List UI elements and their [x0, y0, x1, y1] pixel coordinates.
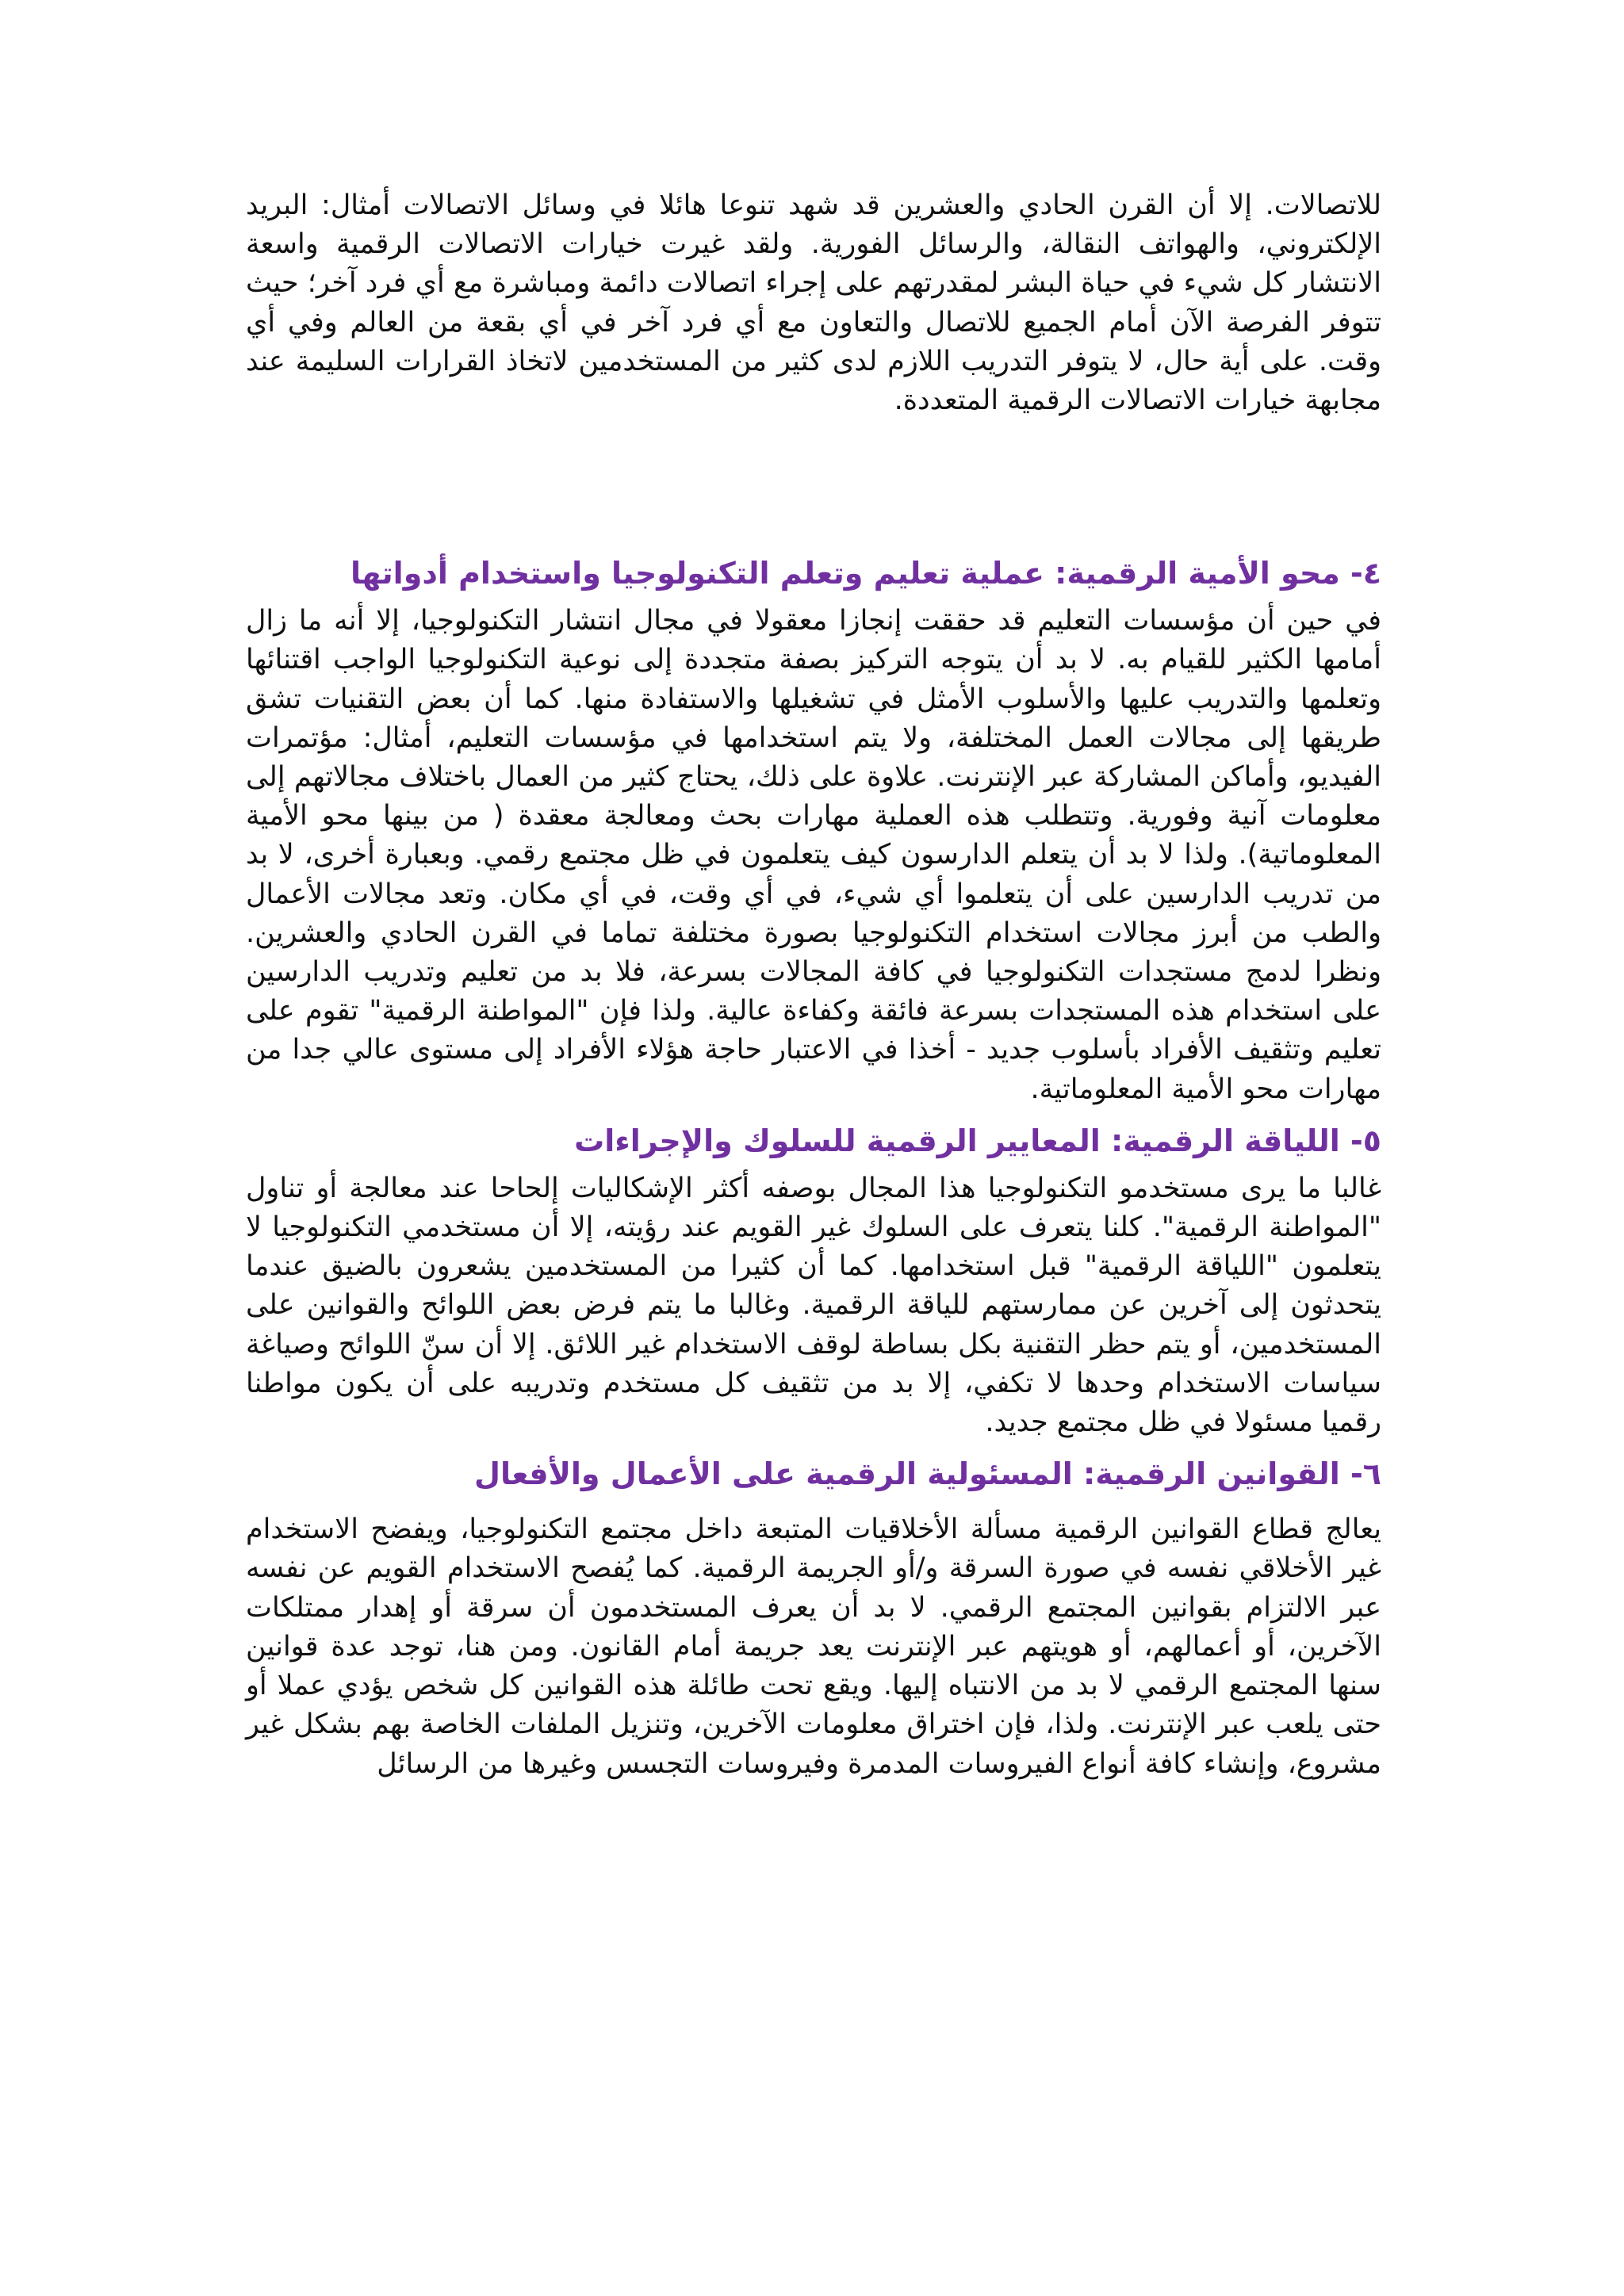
section-heading-digital-etiquette: ٥- اللياقة الرقمية: المعايير الرقمية للسلوك والإجراءات	[574, 1123, 1381, 1158]
intro-paragraph: للاتصالات. إلا أن القرن الحادي والعشرين قد شهد تنوعا هائلا في وسائل الاتصالات أمثال: البريد الإلكتروني، والهواتف النقالة، والرسائل الفورية. ولقد غيرت خيارات الاتصالات الرقمية واسعة الانتشار كل شيء في حياة البشر لمقدرتهم على إجراء اتصالات دائمة ومباشرة مع أي فرد آخر؛ حيث تتوفر الفرصة الآن أمام الجميع للاتصال والتعاون مع أي فرد آخر في أي بقعة من العالم وفي أي وقت. على أية حال، لا يتوفر التدريب اللازم لدى كثير من المستخدمين لاتخاذ القرارات السليمة عند مجابهة خيارات الاتصالات الرقمية المتعددة.	[246, 189, 1381, 417]
section-heading-digital-law: ٦- القوانين الرقمية: المسئولية الرقمية على الأعمال والأفعال	[474, 1456, 1381, 1492]
section-body-digital-etiquette: غالبا ما يرى مستخدمو التكنولوجيا هذا المجال بوصفه أكثر الإشكاليات إلحاحا عند معالجة أو تناول "المواطنة الرقمية". كلنا يتعرف على السلوك غير القويم عند رؤيته، إلا أن مستخدمي التكنولوجيا لا يتعلمون "اللياقة الرقمية" قبل استخدامها. كما أن كثيرا من المستخدمين يشعرون بالضيق عندما يتحدثون إلى آخرين عن ممارستهم للياقة الرقمية. وغالبا ما يتم فرض بعض اللوائح والقوانين على المستخدمين، أو يتم حظر التقنية بكل بساطة لوقف الاستخدام غير اللائق. إلا أن سنّ اللوائح وصياغة سياسات الاستخدام وحدها لا تكفي، إلا بد من تثقيف كل مستخدم وتدريبه على أن يكون مواطنا رقميا مسئولا في ظل مجتمع جديد.	[246, 1172, 1381, 1439]
document-page	[246, 186, 1381, 1784]
section-body-digital-law: يعالج قطاع القوانين الرقمية مسألة الأخلاقيات المتبعة داخل مجتمع التكنولوجيا، ويفضح الاستخدام غير الأخلاقي نفسه في صورة السرقة و/أو الجريمة الرقمية. كما يُفصح الاستخدام القويم عن نفسه عبر الالتزام بقوانين المجتمع الرقمي. لا بد أن يعرف المستخدمون أن سرقة أو إهدار ممتلكات الآخرين، أو أعمالهم، أو هويتهم عبر الإنترنت يعد جريمة أمام القانون. ومن هنا، توجد عدة قوانين سنها المجتمع الرقمي لا بد من الانتباه إليها. ويقع تحت طائلة هذه القوانين كل شخص يؤدي عملا أو حتى يلعب عبر الإنترنت. ولذا، فإن اختراق معلومات الآخرين، وتنزيل الملفات الخاصة بهم بشكل غير مشروع، وإنشاء كافة أنواع الفيروسات المدمرة وفيروسات التجسس وغيرها من الرسائل	[246, 1513, 1381, 1780]
section-heading-digital-literacy: ٤- محو الأمية الرقمية: عملية تعليم وتعلم التكنولوجيا واستخدام أدواتها	[350, 556, 1381, 591]
section-body-digital-literacy: في حين أن مؤسسات التعليم قد حققت إنجازا معقولا في مجال انتشار التكنولوجيا، إلا أنه ما زال أمامها الكثير للقيام به. لا بد أن يتوجه التركيز بصفة متجددة إلى نوعية التكنولوجيا الواجب اقتنائها وتعلمها والتدريب عليها والأسلوب الأمثل في تشغيلها والاستفادة منها. كما أن بعض التقنيات تشق طريقها إلى مجالات العمل المختلفة، ولا يتم استخدامها في مؤسسات التعليم، أمثال: مؤتمرات الفيديو، وأماكن المشاركة عبر الإنترنت. علاوة على ذلك، يحتاج كثير من العمال باختلاف مجالاتهم إلى معلومات آنية وفورية. وتتطلب هذه العملية مهارات بحث ومعالجة معقدة ( من بينها محو الأمية المعلوماتية). ولذا لا بد أن يتعلم الدارسون كيف يتعلمون في ظل مجتمع رقمي. وبعبارة أخرى، لا بد من تدريب الدارسين على أن يتعلموا أي شيء، في أي وقت، في أي مكان. وتعد مجالات الأعمال والطب من أبرز مجالات استخدام التكنولوجيا بصورة مختلفة تماما في القرن الحادي والعشرين. ونظرا لدمج مستجدات التكنولوجيا في كافة المجالات بسرعة، فلا بد من تعليم وتدريب الدارسين على استخدام هذه المستجدات بسرعة فائقة وكفاءة عالية. ولذا فإن "المواطنة الرقمية" تقوم على تعليم وتثقيف الأفراد بأسلوب جديد - أخذا في الاعتبار حاجة هؤلاء الأفراد إلى مستوى عالي جدا من مهارات محو الأمية المعلوماتية.	[246, 605, 1381, 1105]
